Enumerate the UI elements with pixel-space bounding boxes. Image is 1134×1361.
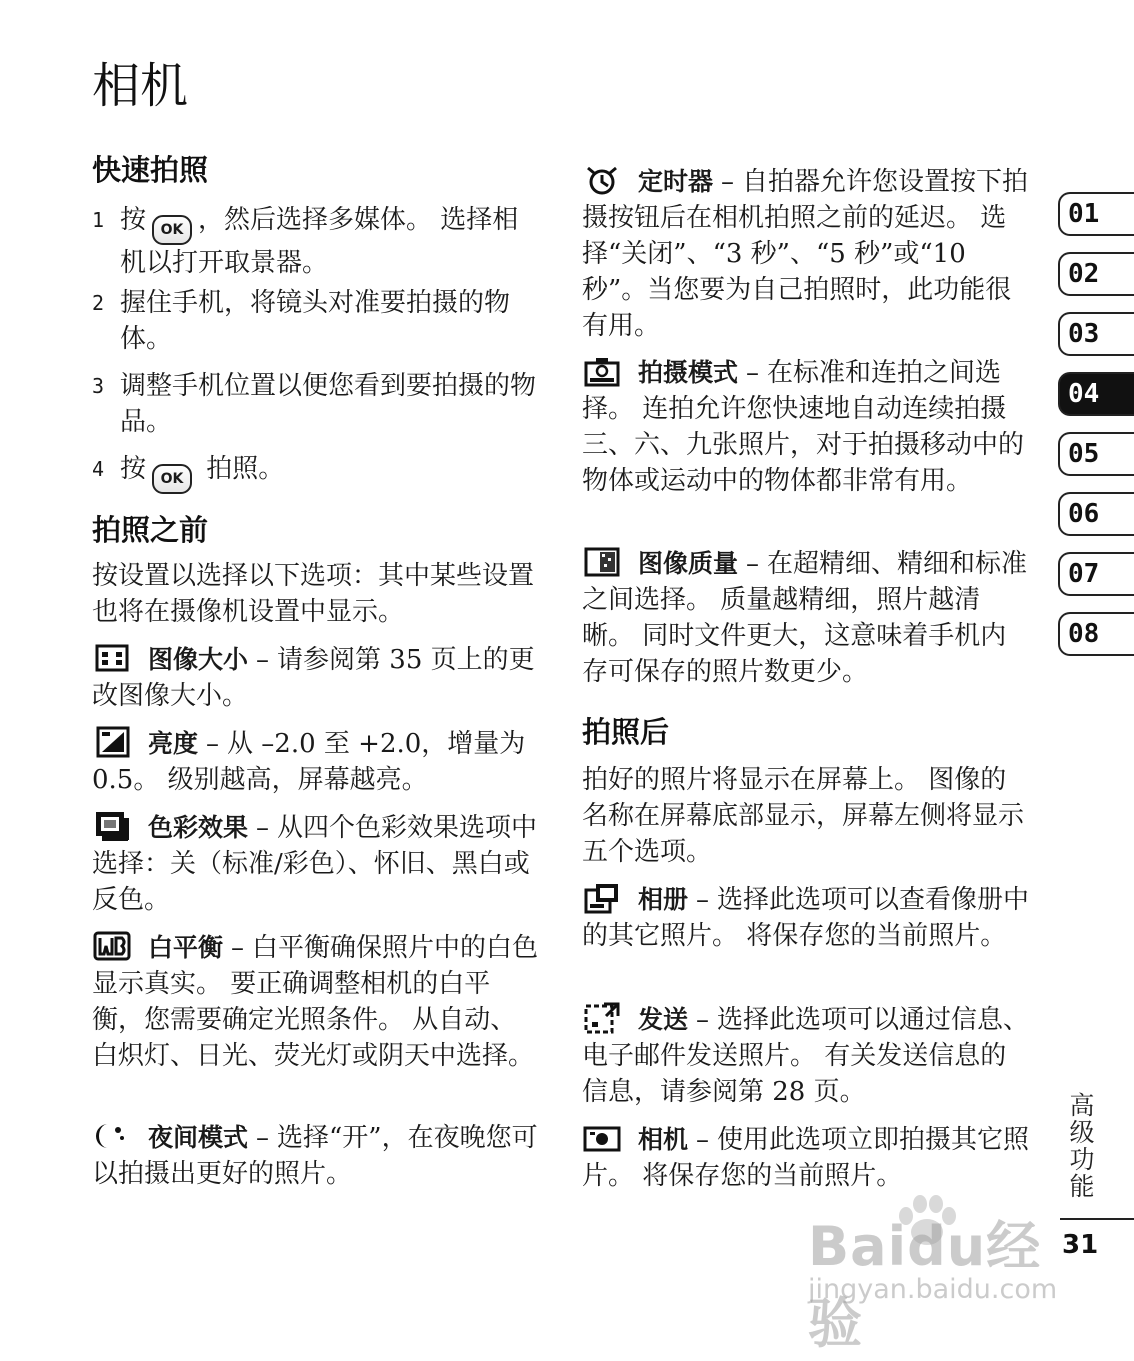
option-name: 夜间模式 [148, 1123, 249, 1152]
step-text: 调整手机位置以便您看到要拍摄的物品。 [120, 371, 537, 437]
option-name: 白平衡 [148, 933, 224, 962]
option-name: 亮度 [148, 729, 199, 758]
option-name: 图像大小 [148, 645, 249, 674]
page-number: 31 [1062, 1230, 1099, 1260]
watermark-url: jingyan.baidu.com [808, 1274, 1058, 1305]
option-name: 相机 [638, 1125, 689, 1154]
chapter-tab-05[interactable]: 05 [1058, 432, 1134, 476]
option-night-mode: 夜间模式 – 选择“开”，在夜晚您可以拍摄出更好的照片。 [92, 1120, 542, 1192]
step-4 [92, 451, 542, 494]
timer-icon [582, 164, 622, 196]
before-shot-intro: 按设置以选择以下选项：其中某些设置也将在摄像机设置中显示。 [92, 561, 535, 627]
page-title: 相机 [92, 58, 189, 114]
baidu-watermark [800, 1192, 1060, 1355]
option-desc: 在标准和连拍之间选择。 连拍允许您快速地自动连续拍摄三、六、九张照片，对于拍摄移动中的物体或运动中的物体都非常有用。 [582, 358, 1025, 496]
option-camera: 相机 – 使用此选项立即拍摄其它照片。 将保存您的当前照片。 [582, 1122, 1032, 1194]
option-desc: 请参阅第 35 页上的更改图像大小。 [92, 645, 535, 711]
chapter-tab-06[interactable]: 06 [1058, 492, 1134, 536]
send-icon [582, 1002, 622, 1034]
chapter-tab-01[interactable]: 01 [1058, 192, 1134, 236]
step-number: 3 [92, 374, 105, 398]
option-desc: 使用此选项立即拍摄其它照片。 将保存您的当前照片。 [582, 1125, 1030, 1191]
option-timer: 定时器 – 自拍器允许您设置按下拍摄按钮后在相机拍照之前的延迟。 选择“关闭”、“3 秒”、“5 秒”或“10 秒”。当您要为自己拍照时，此功能很有用。 [582, 164, 1032, 344]
shot-mode-icon [582, 355, 622, 387]
ok-key-icon: OK [152, 215, 192, 245]
option-brightness: 亮度 – 从 –2.0 至 +2.0，增量为 0.5。 级别越高，屏幕越亮。 [92, 726, 542, 798]
ok-key-icon: OK [152, 464, 192, 494]
option-desc: 在超精细、精细和标准之间选择。 质量越精细，照片越清晰。 同时文件更大，这意味着手机内存可保存的照片数更少。 [582, 549, 1028, 687]
step-text: ，然后选择多媒体。 选择相机以打开取景器。 [120, 205, 519, 278]
section-side-label: 高级功能 [1066, 1092, 1095, 1200]
option-name: 相册 [638, 885, 689, 914]
album-icon [582, 882, 622, 914]
option-album: 相册 – 选择此选项可以查看像册中的其它照片。 将保存您的当前照片。 [582, 882, 1032, 954]
image-quality-icon [582, 546, 622, 578]
camera-icon [582, 1122, 622, 1154]
option-send: 发送 – 选择此选项可以通过信息、电子邮件发送照片。 有关发送信息的信息，请参阅第 28 页。 [582, 1002, 1032, 1110]
step-text: 握住手机，将镜头对准要拍摄的物体。 [120, 288, 511, 354]
night-mode-icon [92, 1120, 132, 1152]
white-balance-icon [92, 930, 132, 962]
chapter-tab-07[interactable]: 07 [1058, 552, 1134, 596]
step-number: 4 [92, 457, 105, 481]
option-desc: 选择此选项可以查看像册中的其它照片。 将保存您的当前照片。 [582, 885, 1030, 951]
option-name: 拍摄模式 [638, 358, 739, 387]
option-desc: 从四个色彩效果选项中选择：关（标准/彩色）、怀旧、黑白或反色。 [92, 813, 538, 915]
step-1 [92, 202, 542, 281]
image-size-icon [92, 642, 132, 674]
before-shot-heading: 拍照之前 [92, 513, 209, 547]
option-image-quality: 图像质量 – 在超精细、精细和标准之间选择。 质量越精细，照片越清晰。 同时文件更大，这意味着手机内存可保存的照片数更少。 [582, 546, 1032, 690]
option-name: 定时器 [638, 167, 714, 196]
option-color-effect: 色彩效果 – 从四个色彩效果选项中选择：关（标准/彩色）、怀旧、黑白或反色。 [92, 810, 542, 918]
watermark-brand: Baidu经验 [808, 1215, 1042, 1355]
chapter-tab-08[interactable]: 08 [1058, 612, 1134, 656]
option-desc: 选择此选项可以通过信息、电子邮件发送照片。 有关发送信息的信息，请参阅第 28 页。 [582, 1005, 1030, 1107]
step-3 [92, 368, 542, 440]
option-name: 图像质量 [638, 549, 739, 578]
option-image-size: 图像大小 – 请参阅第 35 页上的更改图像大小。 [92, 642, 542, 714]
chapter-tab-04-active[interactable]: 04 [1058, 372, 1134, 416]
option-name: 色彩效果 [148, 813, 249, 842]
option-desc: 白平衡确保照片中的白色显示真实。 要正确调整相机的白平衡，您需要确定光照条件。 从自动、白炽灯、日光、荧光灯或阴天中选择。 [92, 933, 539, 1071]
chapter-tab-02[interactable]: 02 [1058, 252, 1134, 296]
after-shot-intro: 拍好的照片将显示在屏幕上。 图像的名称在屏幕底部显示，屏幕左侧将显示五个选项。 [582, 765, 1025, 867]
quick-shot-heading: 快速拍照 [92, 153, 209, 187]
step-number: 1 [92, 208, 105, 232]
after-shot-heading: 拍照后 [582, 715, 670, 749]
option-desc: 自拍器允许您设置按下拍摄按钮后在相机拍照之前的延迟。 选择“关闭”、“3 秒”、“5 秒”或“10 秒”。当您要为自己拍照时，此功能很有用。 [582, 167, 1029, 341]
step-text: 拍照。 [198, 454, 285, 484]
brightness-icon [92, 726, 132, 758]
option-shot-mode: 拍摄模式 – 在标准和连拍之间选择。 连拍允许您快速地自动连续拍摄三、六、九张照片，对于拍摄移动中的物体或运动中的物体都非常有用。 [582, 355, 1032, 499]
option-desc: 选择“开”，在夜晚您可以拍摄出更好的照片。 [92, 1123, 538, 1189]
option-name: 发送 [638, 1005, 689, 1034]
step-number: 2 [92, 291, 105, 315]
option-white-balance: 白平衡 – 白平衡确保照片中的白色显示真实。 要正确调整相机的白平衡，您需要确定光照条件。 从自动、白炽灯、日光、荧光灯或阴天中选择。 [92, 930, 542, 1074]
step-text: 按 [120, 205, 147, 235]
page-number-rule [1060, 1218, 1134, 1220]
step-text: 按 [120, 454, 147, 484]
step-2 [92, 285, 542, 357]
color-effect-icon [92, 810, 132, 842]
option-desc: 从 –2.0 至 +2.0，增量为 0.5。 级别越高，屏幕越亮。 [92, 729, 526, 795]
chapter-tab-03[interactable]: 03 [1058, 312, 1134, 356]
